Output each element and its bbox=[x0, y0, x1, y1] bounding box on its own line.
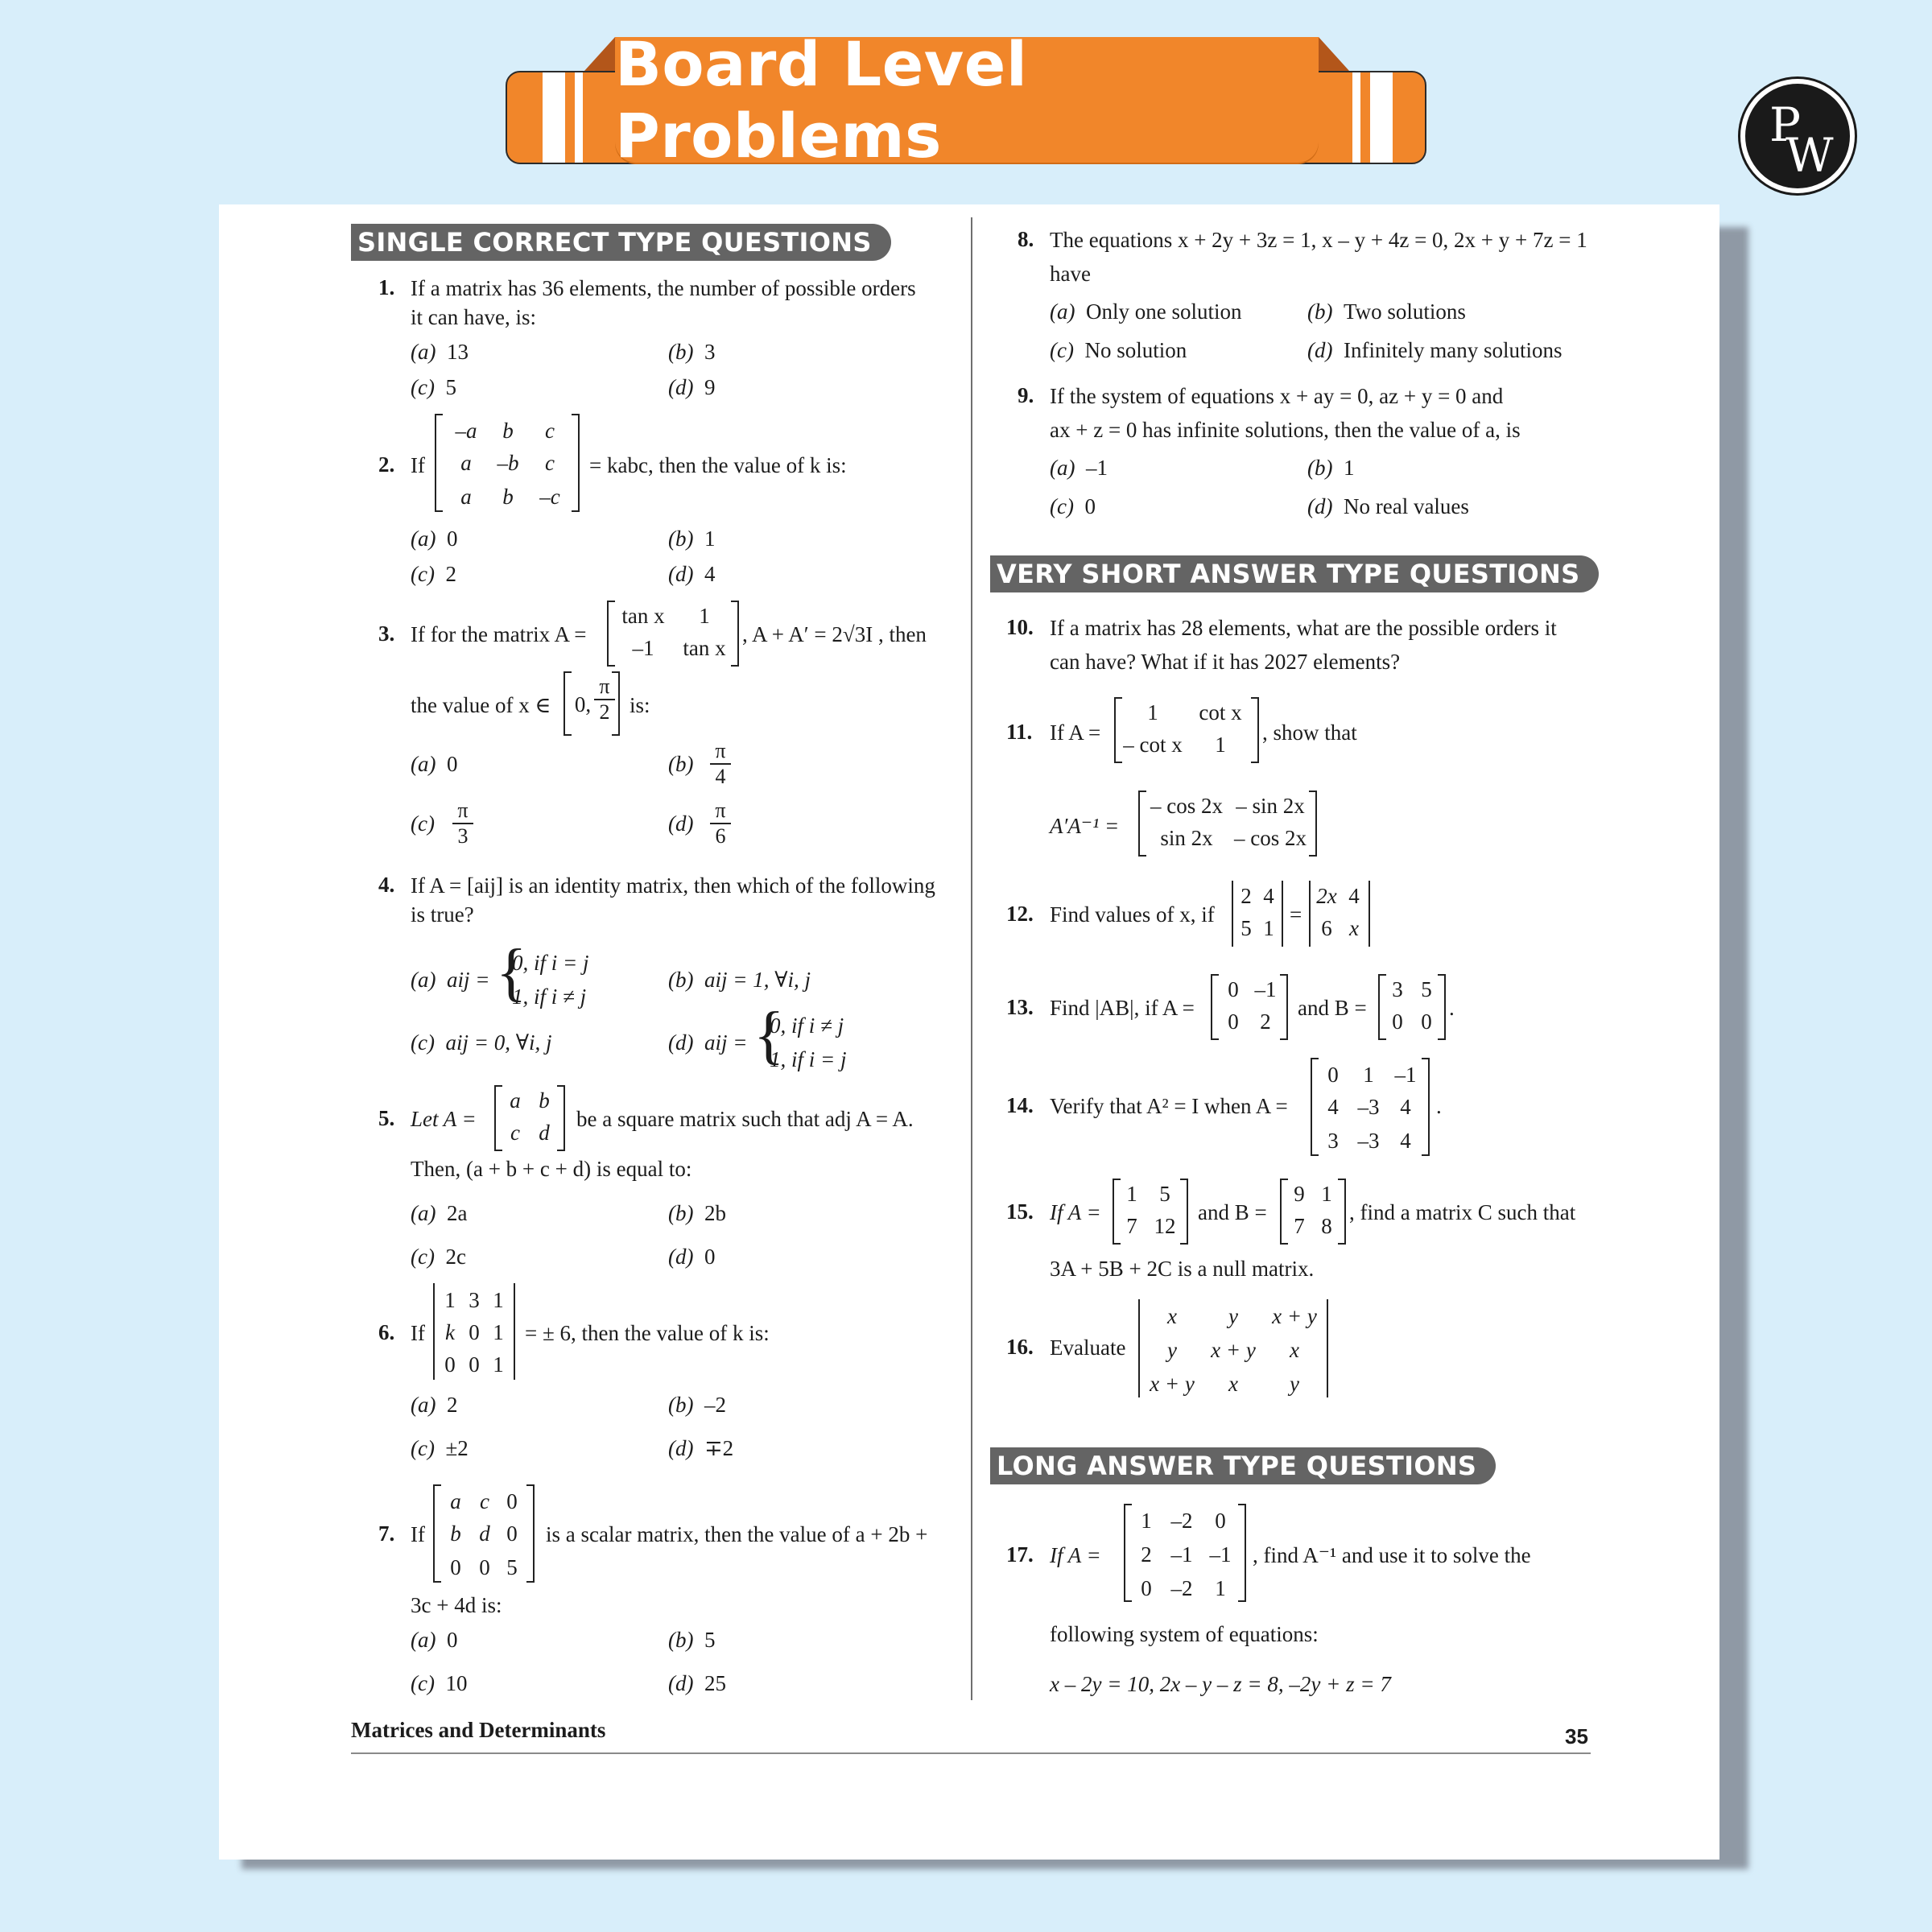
question-text: , show that bbox=[1262, 720, 1357, 745]
question-text: 3c + 4d is: bbox=[411, 1593, 502, 1617]
question-number: 17. bbox=[1006, 1542, 1034, 1567]
question-text: Find |AB|, if A = bbox=[1050, 996, 1195, 1020]
fraction: $\frac{\pi}{3}$ bbox=[452, 799, 473, 848]
question-text: 3A + 5B + 2C is a null matrix. bbox=[1050, 1257, 1315, 1281]
question-text: The equations x + 2y + 3z = 1, x – y + 4z = 0, 2x + y + 7z = 1 bbox=[1050, 228, 1587, 252]
option-c: (c) bbox=[411, 811, 435, 836]
option-c: (c) ±2 bbox=[411, 1436, 469, 1460]
question-text: If bbox=[411, 453, 425, 477]
matrix-2x2: 1 5 7 12 bbox=[1113, 1179, 1188, 1245]
question-text: can have? What if it has 2027 elements? bbox=[1050, 650, 1401, 674]
question-text: is a scalar matrix, then the value of a + 2b + bbox=[546, 1522, 928, 1546]
banner bbox=[615, 28, 1319, 171]
option-b: (b) 2b bbox=[668, 1201, 726, 1225]
section-header-long-answer: LONG ANSWER TYPE QUESTIONS bbox=[990, 1447, 1496, 1484]
option-b: (b) aij = 1, ∀i, j bbox=[668, 968, 811, 992]
question-text: If A = bbox=[1050, 720, 1101, 745]
option-c: (c) 5 bbox=[411, 375, 456, 399]
brace: { bbox=[753, 1000, 785, 1071]
section-header-single-correct: SINGLE CORRECT TYPE QUESTIONS bbox=[351, 224, 891, 261]
matrix-3x3: a c 0 b d 0 0 0 5 bbox=[433, 1484, 535, 1583]
question-number: 7. bbox=[378, 1521, 395, 1546]
case-row: 1, if i ≠ j bbox=[512, 985, 587, 1009]
question-text: be a square matrix such that adj A = A. bbox=[576, 1107, 914, 1131]
option-b: (b) 1 bbox=[668, 526, 716, 551]
question-number: 2. bbox=[378, 452, 395, 477]
logo-letter: W bbox=[1785, 128, 1834, 183]
determinant-3x3: 1 3 1 k 0 1 0 0 1 bbox=[433, 1283, 515, 1380]
option-c: (c) 2 bbox=[411, 562, 456, 586]
banner-fold bbox=[584, 37, 615, 71]
question-text: If A = [aij] is an identity matrix, then which of the following bbox=[411, 873, 935, 898]
question-number: 1. bbox=[378, 275, 395, 299]
question-number: 6. bbox=[378, 1320, 395, 1344]
option-c: (c) 0 bbox=[1050, 494, 1096, 518]
option-c: (c) 10 bbox=[411, 1671, 468, 1695]
question-number: 3. bbox=[378, 621, 395, 646]
column-divider bbox=[971, 217, 972, 1700]
question-text: following system of equations: bbox=[1050, 1622, 1319, 1646]
question-text: the value of x ∈ bbox=[411, 693, 551, 717]
matrix-2x2: 9 1 7 8 bbox=[1280, 1179, 1346, 1245]
question-text: it can have, is: bbox=[411, 305, 536, 329]
matrix-2x2: 0 –1 0 2 bbox=[1211, 974, 1288, 1040]
question-number: 9. bbox=[1018, 383, 1034, 407]
question-text: , find A⁻¹ and use it to solve the bbox=[1253, 1543, 1531, 1567]
matrix-3x3: 1 –2 0 2 –1 –1 0 –2 1 bbox=[1124, 1504, 1246, 1602]
question-number: 11. bbox=[1006, 720, 1033, 744]
option-b: (b) –2 bbox=[668, 1393, 726, 1417]
period: . bbox=[1436, 1094, 1442, 1118]
fraction: $\frac{\pi}{4}$ bbox=[710, 739, 731, 789]
option-d: (d) 25 bbox=[668, 1671, 726, 1695]
fraction: $\frac{\pi}{6}$ bbox=[710, 799, 731, 848]
question-number: 13. bbox=[1006, 995, 1034, 1019]
question-text: Find values of x, if bbox=[1050, 902, 1215, 927]
determinant-2x2: 2x 4 6 x bbox=[1309, 881, 1370, 947]
section-header-very-short: VERY SHORT ANSWER TYPE QUESTIONS bbox=[990, 555, 1599, 592]
option-d: (d) 0 bbox=[668, 1245, 716, 1269]
option-b: (b) 5 bbox=[668, 1628, 716, 1652]
matrix-2x2: – cos 2x – sin 2x sin 2x – cos 2x bbox=[1138, 791, 1317, 857]
option-a: (a) Only one solution bbox=[1050, 299, 1242, 324]
interval-bracket: 0, $\frac{\pi}{2}$ bbox=[564, 671, 620, 736]
question-text: , A + A′ = 2√3I , then bbox=[742, 622, 927, 646]
question-text: Evaluate bbox=[1050, 1335, 1126, 1360]
question-text: and B = bbox=[1198, 1200, 1267, 1224]
question-text: If A = bbox=[1050, 1200, 1101, 1224]
case-row: 1, if i = j bbox=[770, 1047, 847, 1071]
fraction: $\frac{\pi}{2}$ bbox=[594, 675, 615, 724]
option-b: (b) 3 bbox=[668, 340, 716, 364]
question-text: If a matrix has 36 elements, the number of possible orders bbox=[411, 276, 916, 300]
question-text: If bbox=[411, 1522, 425, 1546]
option-a: (a) 0 bbox=[411, 1628, 458, 1652]
option-a: (a) 2 bbox=[411, 1393, 458, 1417]
option-b: (b) Two solutions bbox=[1307, 299, 1466, 324]
question-text: If for the matrix A = bbox=[411, 622, 587, 646]
option-d: (d) No real values bbox=[1307, 494, 1469, 518]
question-text: x – 2y = 10, 2x – y – z = 8, –2y + z = 7 bbox=[1050, 1672, 1391, 1696]
question-number: 10. bbox=[1006, 615, 1034, 639]
option-d: (d) ∓2 bbox=[668, 1436, 734, 1460]
page-title: Board Level Problems bbox=[615, 28, 1028, 171]
logo-letter: P bbox=[1769, 97, 1802, 152]
determinant-2x2: 2 4 5 1 bbox=[1232, 881, 1283, 947]
question-number: 4. bbox=[378, 873, 395, 897]
pw-logo-icon bbox=[1740, 79, 1855, 193]
footer-rule bbox=[351, 1752, 1591, 1754]
question-text: Verify that A² = I when A = bbox=[1050, 1094, 1288, 1118]
question-number: 16. bbox=[1006, 1335, 1034, 1359]
option-b: (b) 1 bbox=[1307, 456, 1355, 480]
question-text: A′A⁻¹ = bbox=[1050, 814, 1120, 838]
question-text: If a matrix has 28 elements, what are the possible orders it bbox=[1050, 616, 1557, 640]
brace: { bbox=[496, 937, 527, 1008]
option-b: (b) bbox=[668, 752, 694, 776]
question-number: 8. bbox=[1018, 227, 1034, 251]
option-d: (d) aij = bbox=[668, 1030, 748, 1055]
option-a: (a) 0 bbox=[411, 752, 458, 776]
option-d: (d) bbox=[668, 811, 694, 836]
question-text: ax + z = 0 has infinite solutions, then the value of a, is bbox=[1050, 418, 1521, 442]
matrix-2x2: 1 cot x – cot x 1 bbox=[1114, 697, 1259, 763]
option-a: (a) aij = bbox=[411, 968, 490, 992]
case-row: 0, if i = j bbox=[512, 951, 589, 975]
determinant-3x3: x y x + y y x + y x x + y x y bbox=[1138, 1299, 1328, 1397]
question-text: Then, (a + b + c + d) is equal to: bbox=[411, 1157, 692, 1181]
question-text: If A = bbox=[1050, 1543, 1101, 1567]
question-number: 12. bbox=[1006, 902, 1034, 926]
question-number: 5. bbox=[378, 1106, 395, 1130]
matrix-2x2: a b c d bbox=[494, 1085, 565, 1151]
option-c: (c) No solution bbox=[1050, 338, 1187, 362]
question-text: is true? bbox=[411, 902, 474, 927]
period: . bbox=[1449, 996, 1455, 1020]
banner-stripe bbox=[543, 72, 565, 163]
question-text: = ± 6, then the value of k is: bbox=[525, 1321, 770, 1345]
banner-stripe bbox=[575, 72, 583, 163]
option-a: (a) 13 bbox=[411, 340, 469, 364]
question-number: 14. bbox=[1006, 1093, 1034, 1117]
banner-stripe bbox=[1370, 72, 1393, 163]
option-a: (a) –1 bbox=[1050, 456, 1108, 480]
option-c: (c) 2c bbox=[411, 1245, 466, 1269]
option-a: (a) 2a bbox=[411, 1201, 468, 1225]
option-d: (d) 4 bbox=[668, 562, 716, 586]
case-row: 0, if i ≠ j bbox=[770, 1013, 844, 1038]
option-a: (a) 0 bbox=[411, 526, 458, 551]
matrix-2x2: tan x 1 –1 tan x bbox=[607, 601, 739, 667]
question-text: , find a matrix C such that bbox=[1349, 1200, 1576, 1224]
matrix-3x3: –a b c a –b c a b –c bbox=[435, 414, 580, 512]
question-text: have bbox=[1050, 262, 1091, 286]
chapter-name: Matrices and Determinants bbox=[351, 1718, 606, 1742]
question-text: and B = bbox=[1298, 996, 1367, 1020]
option-c: (c) aij = 0, ∀i, j bbox=[411, 1030, 552, 1055]
question-number: 15. bbox=[1006, 1199, 1034, 1224]
question-text: is: bbox=[630, 693, 650, 717]
banner-stripe bbox=[1352, 72, 1360, 163]
question-text: = kabc, then the value of k is: bbox=[589, 453, 847, 477]
question-text: If the system of equations x + ay = 0, az + y = 0 and bbox=[1050, 384, 1504, 408]
banner-fold bbox=[1319, 37, 1349, 71]
question-text: Let A = bbox=[411, 1107, 477, 1131]
matrix-3x3: 0 1 –1 4 –3 4 3 –3 4 bbox=[1311, 1058, 1430, 1156]
option-d: (d) Infinitely many solutions bbox=[1307, 338, 1563, 362]
option-d: (d) 9 bbox=[668, 375, 716, 399]
question-text: If bbox=[411, 1321, 425, 1345]
page-number: 35 bbox=[1565, 1724, 1588, 1748]
equals-sign: = bbox=[1290, 902, 1302, 927]
matrix-2x2: 3 5 0 0 bbox=[1378, 974, 1446, 1040]
